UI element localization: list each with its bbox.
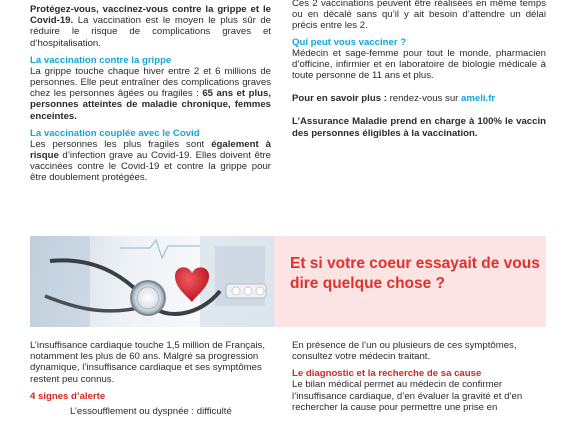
- symptoms-advice-paragraph: En présence de l’un ou plusieurs de ces symptômes, consultez votre médecin traitant.: [292, 340, 517, 363]
- ameli-link[interactable]: ameli.fr: [461, 93, 496, 105]
- section-heading-who: Qui peut vous vacciner ?: [292, 36, 407, 48]
- section-heading-diagnosis: Le diagnostic et la recherche de sa cause: [292, 368, 482, 380]
- left-top-column: [30, 4, 271, 184]
- right-top-column: [292, 0, 546, 139]
- coverage-paragraph: L’Assurance Maladie prend en charge à 100% le vaccin des personnes éligibles à la vaccination.: [292, 116, 546, 139]
- heart-failure-paragraph: L’insuffisance cardiaque touche 1,5 million de Français, notamment les plus de 60 ans. Malgré sa progression dynamique, l’insuffisance cardiaque et ses symptômes restent peu connus.: [30, 340, 266, 385]
- left-bottom-column: [30, 340, 271, 417]
- section-heading-flu: La vaccination contre la grippe: [30, 54, 172, 66]
- flu-risk-groups: 65 ans et plus, personnes atteintes de maladie chronique, femmes enceintes.: [30, 88, 271, 122]
- more-info-label: Pour en savoir plus :: [292, 93, 390, 105]
- intro-rest: La vaccination est le moyen le plus sûr de réduire le risque de complications graves et d’hospitalisation.: [30, 15, 271, 49]
- more-info-line: [292, 93, 546, 104]
- vaccination-timing-paragraph: Ces 2 vaccinations peuvent être réalisées en même temps ou en décalé sans qu’il y ait besoin d’attendre un délai précis entre les 2.: [292, 0, 546, 32]
- who-paragraph: Médecin et sage-femme pour tout le monde, pharmacien d’officine, infirmier et en laboratoire de biologie médicale à toute personne de 11 ans et plus.: [292, 47, 546, 82]
- heart-campaign-banner: [274, 236, 546, 327]
- intro-bold: Protégez-vous, vaccinez-vous contre la grippe et le Covid-19.: [30, 4, 271, 27]
- section-heading-warning-signs: 4 signes d’alerte: [30, 390, 106, 402]
- stethoscope-heart-image: [30, 236, 274, 327]
- covid-text-bold: également à risque: [30, 138, 271, 162]
- section-heading-covid: La vaccination couplée avec le Covid: [30, 127, 200, 139]
- flu-paragraph: [30, 66, 271, 122]
- right-bottom-column: [292, 340, 546, 413]
- intro-paragraph: [30, 4, 271, 49]
- diagnosis-paragraph: Le bilan médical permet au médecin de confirmer l’insuffisance cardiaque, d’en évaluer la gravité et d’en rechercher la cause pour permettre une prise en: [292, 379, 523, 413]
- covid-text-a: Les personnes les plus fragiles sont: [30, 138, 212, 150]
- flu-text: La grippe touche chaque hiver entre 2 et 6 millions de personnes. Elle peut entraîner des complications graves chez les personnes âgées ou fragiles :: [30, 65, 271, 100]
- stethoscope-heart-illustration: [30, 236, 274, 327]
- warning-sign-item: L’essoufflement ou dyspnée : difficulté: [70, 405, 232, 417]
- banner-title: Et si votre coeur essayait de vous dire quelque chose ?: [290, 255, 540, 292]
- covid-text-c: d’infection grave au Covid-19. Elles doivent être vaccinées contre le Covid-19 et contre la grippe pour être doublement protégées.: [30, 150, 271, 184]
- more-info-text: rendez-vous sur: [389, 93, 462, 105]
- covid-paragraph: [30, 139, 271, 184]
